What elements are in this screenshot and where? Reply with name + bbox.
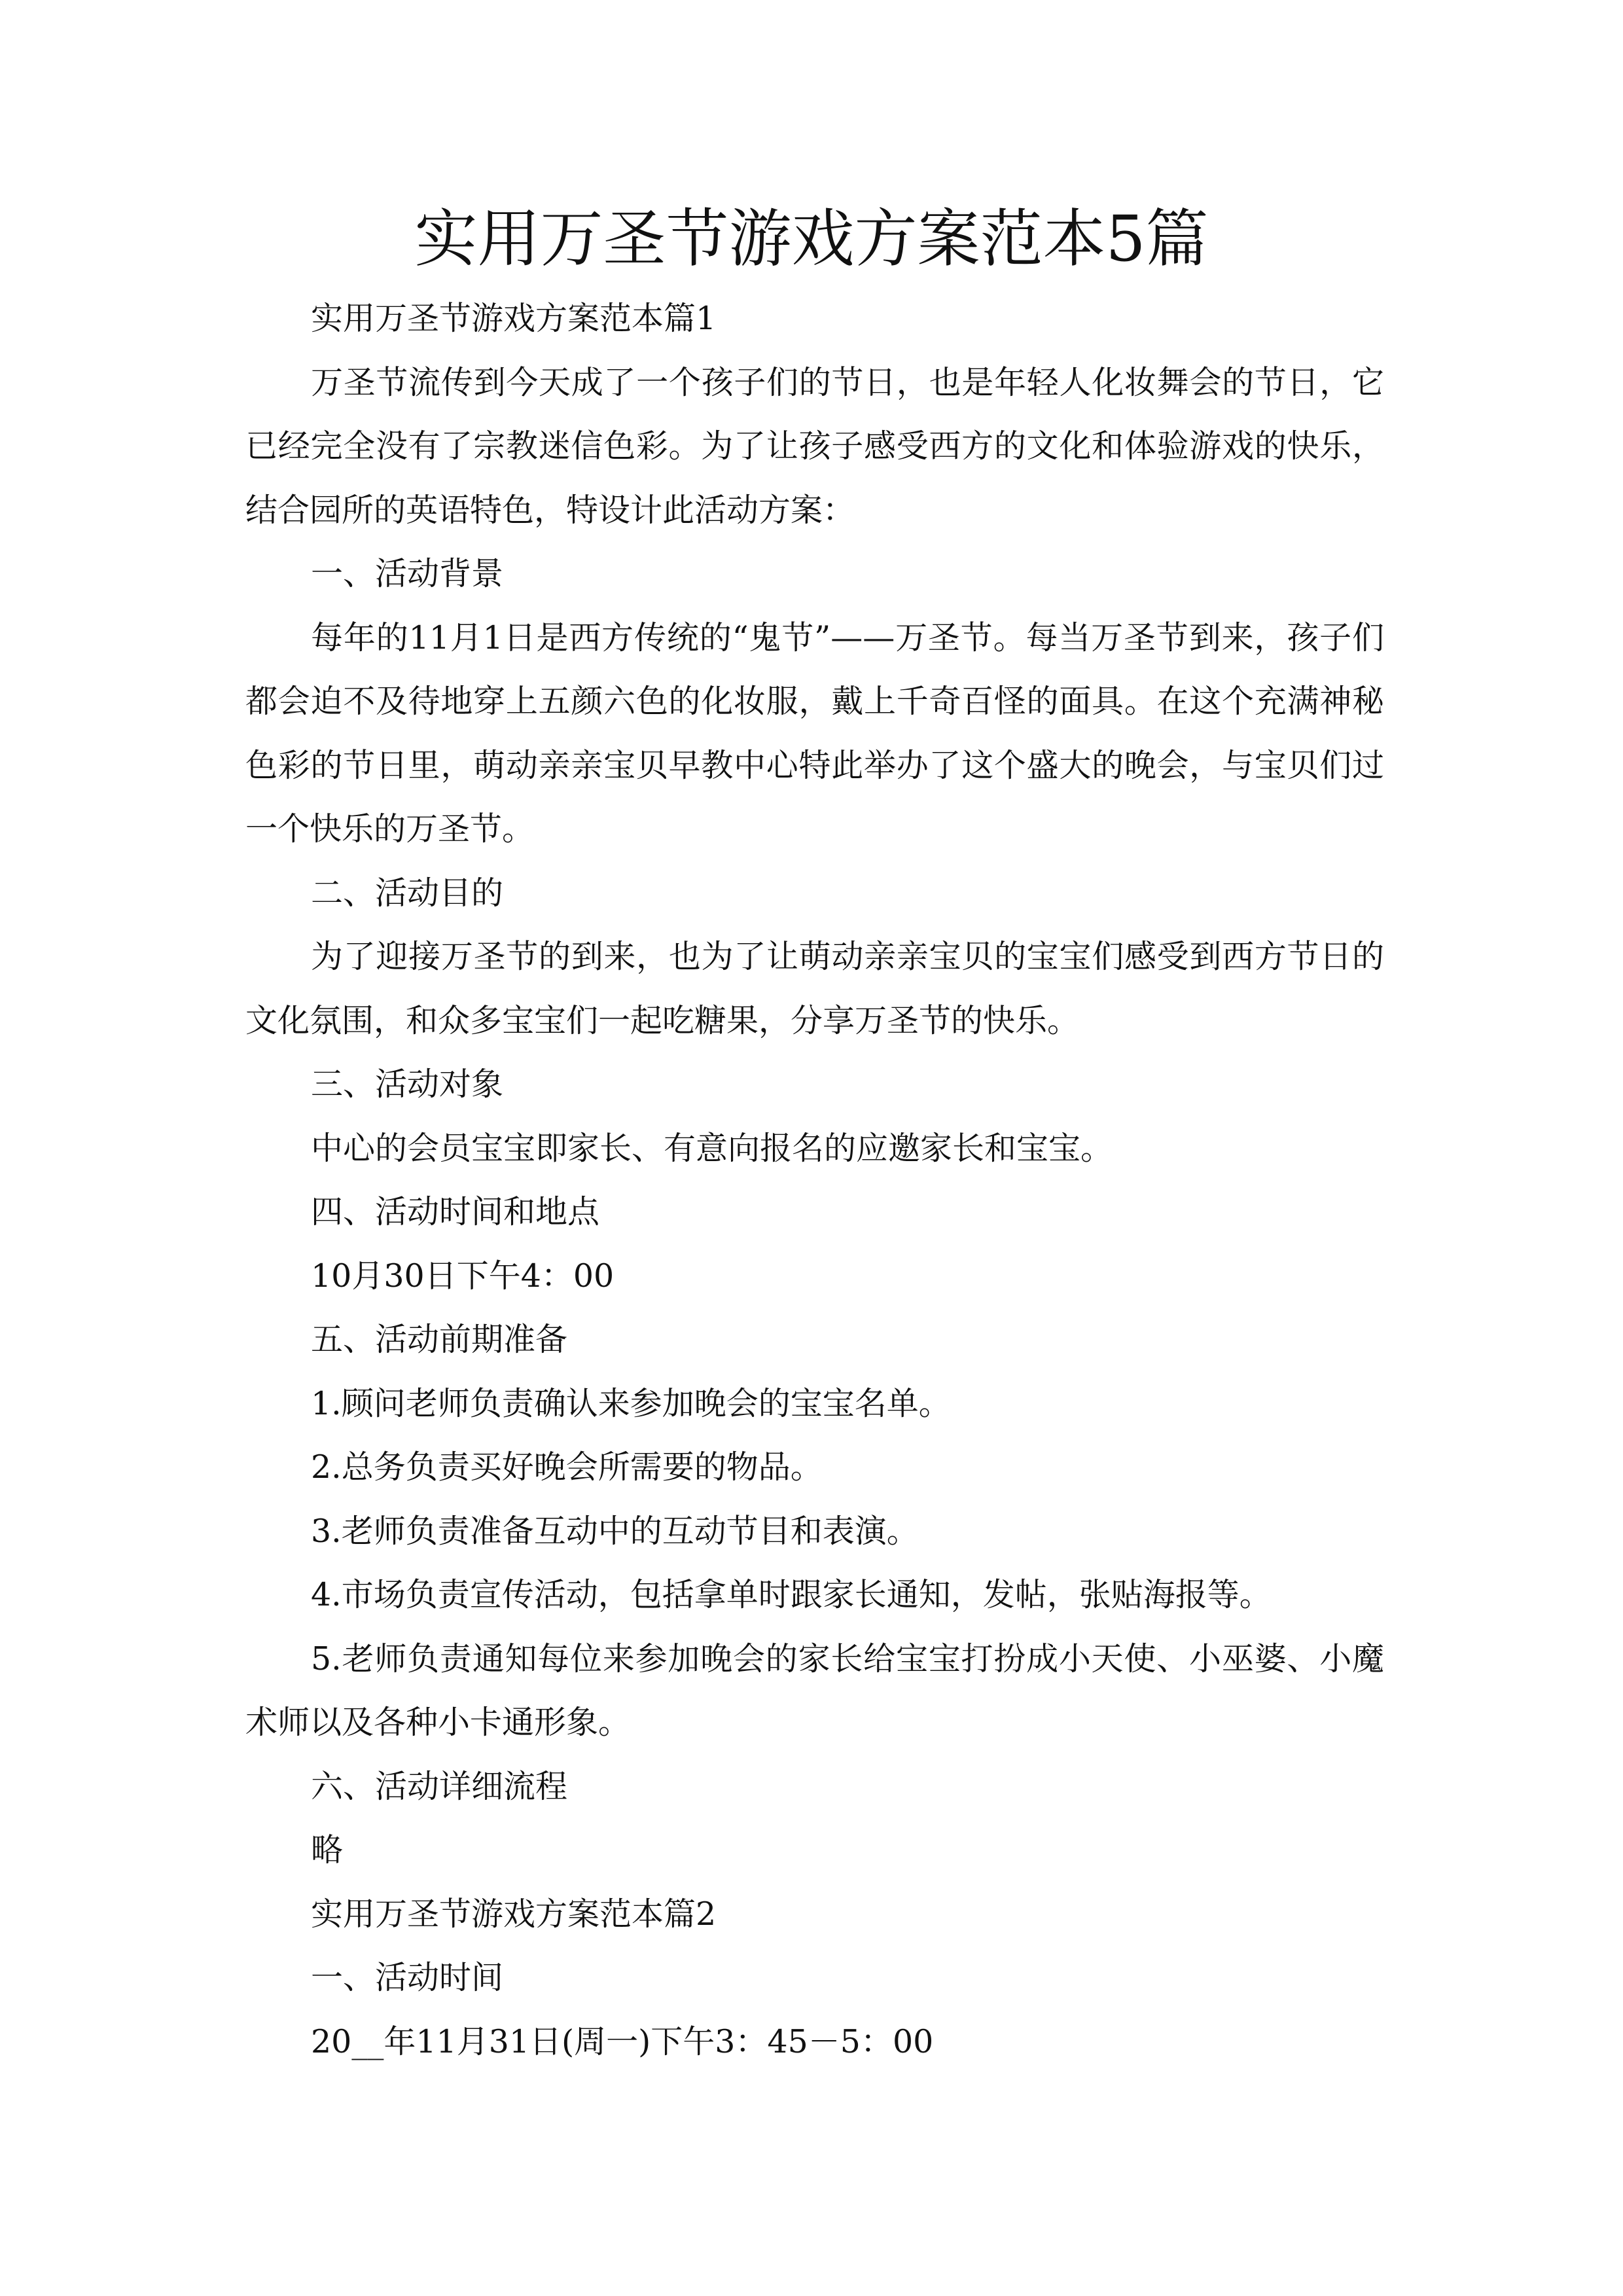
section-heading: 六、活动详细流程 [311,1767,568,1805]
body-paragraph: 每年的11月1日是西方传统的“鬼节”——万圣节。每当万圣节到来，孩子们都会迫不及待地穿上五颜六色的化妆服，戴上千奇百怪的面具。在这个充满神秘色彩的节日里，萌动亲亲宝贝早教中心特此举办了这个盛大的晚会，与宝贝们过一个快乐的万圣节。 [245,619,1384,848]
section-heading: 五、活动前期准备 [311,1321,568,1358]
body-paragraph: 万圣节流传到今天成了一个孩子们的节日，也是年轻人化妆舞会的节日，它已经完全没有了宗教迷信色彩。为了让孩子感受西方的文化和体验游戏的快乐，结合园所的英语特色，特设计此活动方案： [245,363,1384,529]
body-paragraph: 中心的会员宝宝即家长、有意向报名的应邀家长和宝宝。 [311,1129,1113,1167]
document-body [245,287,1384,2073]
section-heading: 二、活动目的 [311,874,504,912]
body-paragraph: 为了迎接万圣节的到来，也为了让萌动亲亲宝贝的宝宝们感受到西方节日的文化氛围，和众多宝宝们一起吃糖果，分享万圣节的快乐。 [245,938,1384,1039]
list-item: 5.老师负责通知每位来参加晚会的家长给宝宝打扮成小天使、小巫婆、小魔术师以及各种小卡通形象。 [245,1640,1384,1741]
list-item: 3.老师负责准备互动中的互动节目和表演。 [311,1512,919,1550]
section-heading: 三、活动对象 [311,1066,504,1103]
section-heading: 一、活动时间 [311,1959,504,1996]
section-heading: 实用万圣节游戏方案范本篇1 [311,300,717,337]
body-paragraph: 略 [311,1831,344,1869]
list-item: 2.总务负责买好晚会所需要的物品。 [311,1448,823,1486]
section-heading: 实用万圣节游戏方案范本篇2 [311,1895,717,1933]
body-paragraph: 10月30日下午4：00 [311,1257,615,1295]
list-item: 4.市场负责宣传活动，包括拿单时跟家长通知，发帖，张贴海报等。 [311,1576,1272,1613]
body-paragraph: 20__年11月31日(周一)下午3：45－5：00 [311,2022,934,2060]
section-heading: 一、活动背景 [311,555,504,592]
section-heading: 四、活动时间和地点 [311,1193,600,1230]
list-item: 1.顾问老师负责确认来参加晚会的宝宝名单。 [311,1384,951,1422]
page-title: 实用万圣节游戏方案范本5篇 [414,202,1209,276]
